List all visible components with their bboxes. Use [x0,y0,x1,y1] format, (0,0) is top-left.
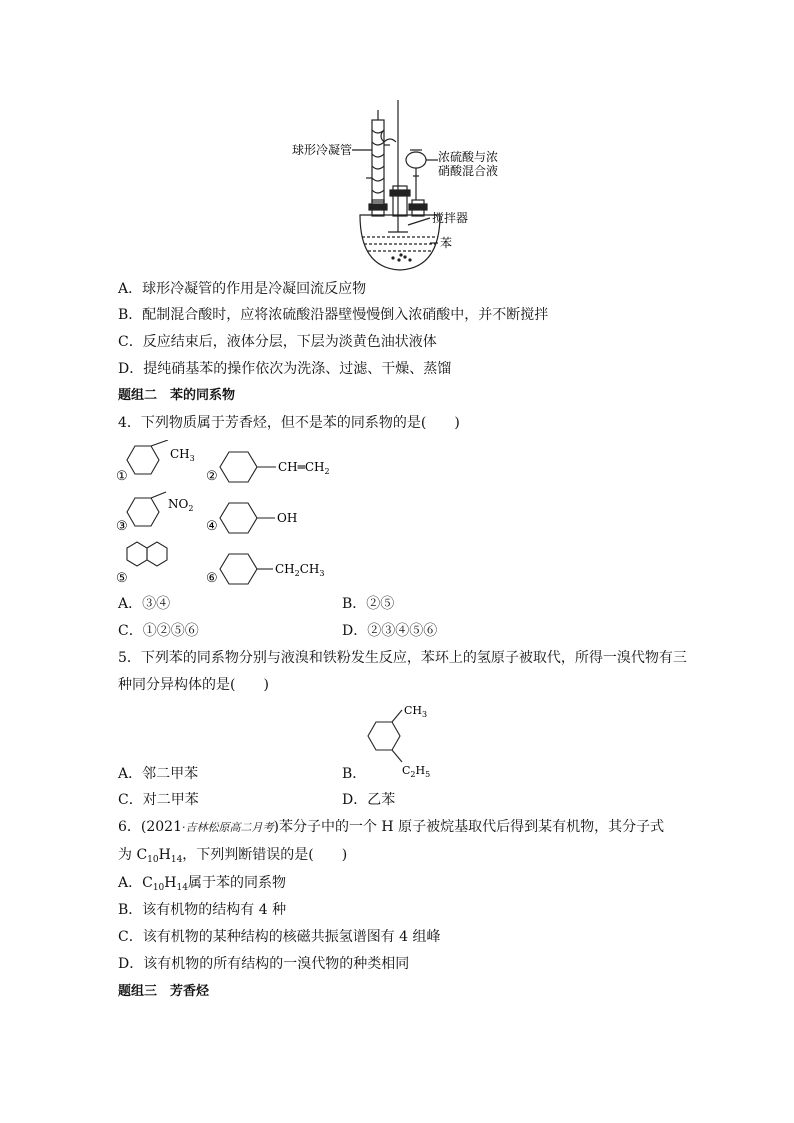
nitration-apparatus-figure [0,0,794,290]
q5-struct-ch3: $CH_3$ [404,704,428,719]
q4-structures [0,440,794,590]
q4-stem: 4．下列物质属于芳香烃，但不是苯的同系物的是( ) [118,415,460,431]
apparatus-label-benzene: 苯 [440,236,453,250]
group2-heading: 题组二 苯的同系物 [118,388,236,403]
q3-option-d: D．提纯硝基苯的操作依次为洗涤、过滤、干燥、蒸馏 [118,361,452,377]
q5-option-a: A．邻二甲苯 [118,766,199,782]
apparatus-label-acid-mix-2: 硝酸混合液 [438,164,499,178]
q6-option-d: D．该有机物的所有结构的一溴代物的种类相同 [118,956,410,972]
q6-option-c: C．该有机物的某种结构的核磁共振氢谱图有 4 组峰 [118,929,441,945]
q3-option-c: C．反应结束后，液体分层，下层为淡黄色油状液体 [118,334,437,350]
q4-option-a: A．③④ [118,596,171,612]
q4-s1-substituent: $CH_3$ [170,447,195,463]
q5-option-c: C．对二甲苯 [118,792,199,808]
q5-stem-line2: 种同分异构体的是( ) [118,677,269,693]
q3-option-a: A．球形冷凝管的作用是冷凝回流反应物 [118,281,367,297]
q4-label-3: ③ [116,519,128,534]
apparatus-label-condenser: 球形冷凝管 [292,143,353,157]
q6-option-b: B．该有机物的结构有 4 种 [118,902,287,918]
q5-stem-line1: 5．下列苯的同系物分别与液溴和铁粉发生反应，苯环上的氢原子被取代，所得一溴代物有三 [118,650,687,666]
apparatus-label-stirrer: 搅拌器 [432,211,469,225]
q4-label-5: ⑤ [116,571,128,586]
q4-option-d: D．②③④⑤⑥ [342,623,438,639]
q3-option-b: B．配制混合酸时，应将浓硫酸沿器壁慢慢倒入浓硝酸中，并不断搅拌 [118,307,549,323]
q4-label-1: ① [116,469,128,484]
q4-option-b: B．②⑤ [342,596,395,612]
q4-option-c: C．①②⑤⑥ [118,623,199,639]
q4-label-2: ② [206,469,218,484]
q4-s4-substituent: OH [277,511,298,525]
q4-label-4: ④ [206,519,218,534]
group3-heading: 题组三 芳香烃 [118,984,210,999]
q5-option-d: D．乙苯 [342,792,396,808]
q4-label-6: ⑥ [206,571,218,586]
q6-stem-line1: 6．(2021·吉林松原高二月考)苯分子中的一个 H 原子被烷基取代后得到某有机物，其分子式 [118,819,665,835]
q4-s3-substituent: $NO_2$ [168,497,194,513]
apparatus-label-acid-mix: 浓硫酸与浓 [438,150,499,164]
q6-stem-line2: 为 $C_{10}H_{14}$，下列判断错误的是( ) [118,847,348,865]
q4-s6-substituent: $CH_2CH_3$ [275,562,325,578]
q4-s2-substituent: $CH═CH_2$ [278,460,330,476]
q5-struct-c2h5: $C_2H_5$ [402,764,431,779]
q6-option-a: A．$C_{10}H_{14}$属于苯的同系物 [118,875,286,893]
q5-option-b: B． [342,766,367,782]
